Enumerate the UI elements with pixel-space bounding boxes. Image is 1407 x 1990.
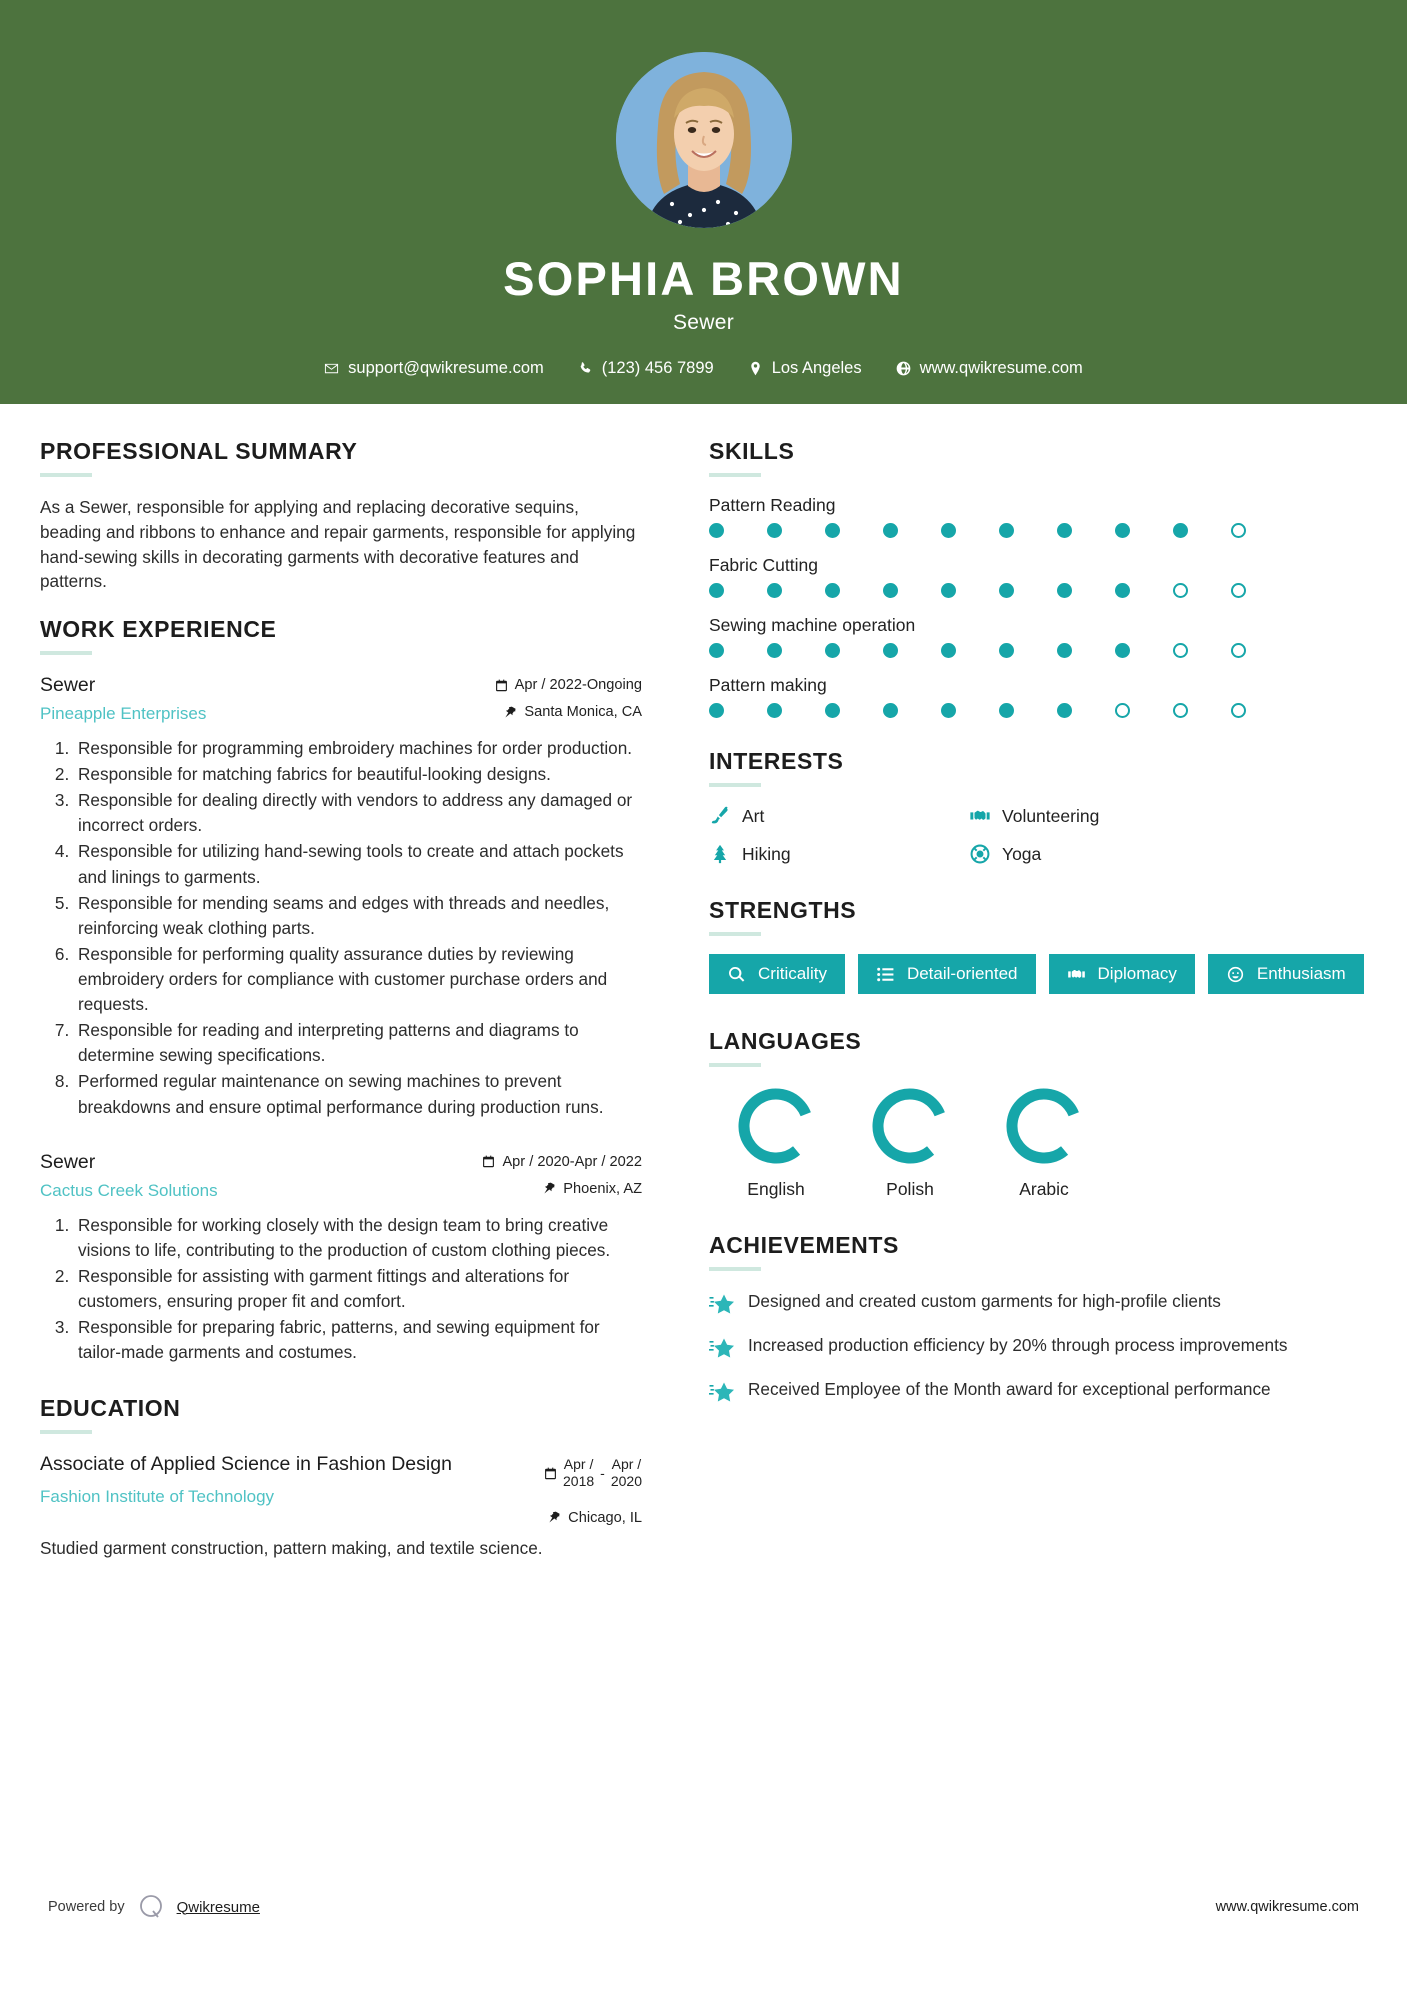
- section-title-achievements: ACHIEVEMENTS: [709, 1232, 899, 1258]
- contact-email-text: support@qwikresume.com: [348, 359, 544, 378]
- section-title-work: WORK EXPERIENCE: [40, 616, 277, 643]
- skill-dot-cell: [941, 703, 999, 718]
- skill-dot-empty: [1173, 643, 1188, 658]
- strength-label: Diplomacy: [1097, 964, 1177, 983]
- skill-dot-cell: [1231, 523, 1289, 538]
- skills-list: [709, 495, 1367, 718]
- skill-dot-cell: [825, 523, 883, 538]
- strength-label: Criticality: [758, 964, 827, 983]
- strength-chip-detail-oriented[interactable]: [858, 954, 1036, 994]
- skill-dot-filled: [1173, 523, 1188, 538]
- skill-dot-filled: [1057, 703, 1072, 718]
- work-location: [452, 1181, 642, 1197]
- interest-label: Hiking: [742, 843, 791, 864]
- calendar-icon: [495, 679, 508, 692]
- skill-dot-cell: [825, 703, 883, 718]
- language-label: Polish: [886, 1179, 934, 1199]
- skill-dot-cell: [999, 703, 1057, 718]
- magnifier-icon: [727, 965, 746, 984]
- section-languages: [709, 1028, 1367, 1200]
- contact-location: [731, 359, 879, 378]
- contact-row: [0, 359, 1407, 378]
- tree-icon: [709, 843, 731, 865]
- education-location: [452, 1510, 642, 1526]
- skill-dot-filled: [825, 583, 840, 598]
- work-duty: 1. Responsible for working closely with the design team to bring creative visions to life, contributing to the production of custom clothing pieces.: [74, 1213, 642, 1263]
- education-date-separator: -: [600, 1464, 605, 1481]
- contact-website-text: www.qwikresume.com: [919, 359, 1083, 378]
- strength-label: Enthusiasm: [1256, 964, 1346, 983]
- skill-level-meter: [709, 583, 1367, 598]
- section-title-strengths: STRENGTHS: [709, 897, 857, 923]
- language-item: [977, 1085, 1111, 1200]
- education-description: Studied garment construction, pattern making, and textile science.: [40, 1537, 543, 1558]
- education-location-text: Chicago, IL: [568, 1509, 642, 1526]
- skill-dot-cell: [767, 523, 825, 538]
- skill-dot-cell: [767, 643, 825, 658]
- contact-phone-text: (123) 456 7899: [601, 359, 714, 378]
- skill-dot-cell: [941, 523, 999, 538]
- education-school: Fashion Institute of Technology: [40, 1487, 275, 1507]
- skill-dot-cell: [1057, 643, 1115, 658]
- pin-icon: [504, 706, 517, 719]
- skill-dot-cell: [767, 703, 825, 718]
- skill-dot-cell: [883, 583, 941, 598]
- pin-icon: [548, 1511, 561, 1524]
- skill-name: Pattern Reading: [709, 495, 836, 515]
- work-duty: 8. Performed regular maintenance on sewing machines to prevent breakdowns and ensure optimal performance during production runs.: [74, 1069, 642, 1119]
- skill-dot-cell: [1173, 523, 1231, 538]
- skill-dot-filled: [709, 523, 724, 538]
- handshake-icon: [969, 805, 991, 827]
- interest-label: Yoga: [1002, 843, 1042, 864]
- qwikresume-brand-link[interactable]: Qwikresume: [176, 1898, 260, 1916]
- language-label: English: [747, 1179, 805, 1199]
- skill-dot-cell: [1173, 583, 1231, 598]
- skill-dot-filled: [941, 523, 956, 538]
- interest-item: [969, 843, 1367, 865]
- skill-dot-cell: [709, 703, 767, 718]
- skill-dot-cell: [883, 643, 941, 658]
- work-entry: [40, 1150, 642, 1366]
- language-progress-ring: [869, 1085, 951, 1167]
- skill-dot-filled: [767, 703, 782, 718]
- work-duty: 5. Responsible for mending seams and edges with threads and needles, reinforcing weak clothing parts.: [74, 891, 642, 941]
- section-rule: [40, 1430, 92, 1434]
- skill-dot-filled: [883, 583, 898, 598]
- skill-dot-cell: [999, 583, 1057, 598]
- list-icon: [876, 965, 895, 984]
- skill-dot-filled: [883, 523, 898, 538]
- skill-dot-empty: [1115, 703, 1130, 718]
- strength-chip-criticality[interactable]: [709, 954, 845, 994]
- skill-dot-filled: [883, 703, 898, 718]
- strengths-grid: [709, 954, 1367, 994]
- skill-dot-filled: [1057, 643, 1072, 658]
- achievements-list: [709, 1289, 1367, 1405]
- education-start-date: [563, 1456, 594, 1490]
- footer: [0, 1892, 1407, 1922]
- skill-dot-empty: [1173, 583, 1188, 598]
- work-duty: 3. Responsible for preparing fabric, patterns, and sewing equipment for tailor-made garments and costumes.: [74, 1315, 642, 1365]
- skill-dot-cell: [883, 703, 941, 718]
- skill-dot-filled: [825, 643, 840, 658]
- skill-dot-cell: [1115, 643, 1173, 658]
- lifebuoy-icon: [969, 843, 991, 865]
- work-duty: 7. Responsible for reading and interpreting patterns and diagrams to determine sewing specifications.: [74, 1018, 642, 1068]
- map-pin-icon: [748, 361, 763, 376]
- work-dates-text: Apr / 2022-Ongoing: [514, 677, 642, 694]
- achievement-text: Designed and created custom garments for high-profile clients: [748, 1291, 1221, 1311]
- skill-dot-cell: [767, 583, 825, 598]
- skill-dot-filled: [825, 523, 840, 538]
- avatar-photo: [616, 52, 792, 228]
- resume-header: [0, 0, 1407, 404]
- education-end-date: [611, 1456, 642, 1490]
- globe-icon: [896, 361, 911, 376]
- work-duties-list: [40, 1213, 642, 1366]
- work-role: Sewer: [40, 1150, 96, 1173]
- education-degree: Associate of Applied Science in Fashion Design: [40, 1453, 452, 1476]
- star-badge-icon: [709, 1379, 735, 1405]
- skill-dot-empty: [1231, 703, 1246, 718]
- smiley-icon: [1226, 965, 1245, 984]
- section-interests: [709, 748, 1367, 865]
- skill-dot-empty: [1173, 703, 1188, 718]
- skill-dot-cell: [1115, 703, 1173, 718]
- skill-dot-cell: [1231, 703, 1289, 718]
- skill-dot-cell: [999, 523, 1057, 538]
- section-professional-summary: [40, 438, 642, 594]
- skill-dot-filled: [767, 523, 782, 538]
- left-column: [40, 404, 672, 1583]
- language-item: [843, 1085, 977, 1200]
- section-title-skills: SKILLS: [709, 438, 795, 464]
- language-item: [709, 1085, 843, 1200]
- interest-item: [709, 843, 969, 865]
- skill-dot-filled: [709, 583, 724, 598]
- skill-name: Pattern making: [709, 675, 827, 695]
- star-badge-icon: [709, 1291, 735, 1317]
- skill-dot-cell: [709, 523, 767, 538]
- summary-text: As a Sewer, responsible for applying and replacing decorative sequins, beading and ribbons to enhance and repair garments, responsible for applying hand-sewing skills in decorating garments with decorative features and patterns.: [40, 497, 636, 592]
- skill-dot-empty: [1231, 643, 1246, 658]
- envelope-icon: [324, 361, 339, 376]
- section-title-languages: LANGUAGES: [709, 1028, 862, 1054]
- powered-by: [48, 1892, 260, 1922]
- work-location: [452, 704, 642, 720]
- avatar: [616, 52, 792, 228]
- work-duty: 2. Responsible for assisting with garment fittings and alterations for customers, ensuring proper fit and comfort.: [74, 1264, 642, 1314]
- right-column: [672, 404, 1367, 1583]
- skill-dot-empty: [1231, 583, 1246, 598]
- work-role: Sewer: [40, 674, 96, 697]
- phone-icon: [578, 361, 593, 376]
- skill-dot-cell: [1057, 523, 1115, 538]
- skill-row: [709, 675, 1367, 718]
- section-title-interests: INTERESTS: [709, 748, 844, 774]
- skill-dot-cell: [1115, 583, 1173, 598]
- contact-phone[interactable]: [561, 359, 731, 378]
- skill-dot-filled: [1115, 583, 1130, 598]
- skill-dot-cell: [825, 583, 883, 598]
- strength-chip-enthusiasm[interactable]: [1208, 954, 1364, 994]
- work-duty: 2. Responsible for matching fabrics for beautiful-looking designs.: [74, 762, 642, 787]
- section-rule: [709, 1267, 761, 1271]
- skill-dot-cell: [825, 643, 883, 658]
- section-achievements: [709, 1232, 1367, 1405]
- resume-body: [0, 404, 1407, 1583]
- section-rule: [709, 1063, 761, 1067]
- footer-url[interactable]: www.qwikresume.com: [1215, 1899, 1359, 1915]
- section-title-summary: PROFESSIONAL SUMMARY: [40, 438, 358, 464]
- skill-dot-filled: [709, 703, 724, 718]
- work-duty: 6. Responsible for performing quality assurance duties by reviewing embroidery orders for compliance with customer purchase orders and requests.: [74, 942, 642, 1017]
- skill-dot-filled: [767, 643, 782, 658]
- skill-dot-filled: [941, 643, 956, 658]
- strength-chip-diplomacy[interactable]: [1049, 954, 1195, 994]
- skill-level-meter: [709, 643, 1367, 658]
- skill-dot-filled: [883, 643, 898, 658]
- calendar-icon: [482, 1155, 495, 1168]
- languages-grid: [709, 1085, 1367, 1200]
- interests-grid: [709, 805, 1367, 865]
- paintbrush-icon: [709, 805, 731, 827]
- education-dates: [452, 1456, 642, 1490]
- skill-dot-cell: [1115, 523, 1173, 538]
- education-start-month: Apr /: [563, 1456, 594, 1473]
- section-strengths: [709, 897, 1367, 994]
- education-end-month: Apr /: [611, 1456, 642, 1473]
- work-dates: [452, 1154, 642, 1170]
- skill-dot-filled: [941, 703, 956, 718]
- work-organization: Cactus Creek Solutions: [40, 1180, 218, 1200]
- interest-label: Art: [742, 805, 765, 826]
- achievement-item: [709, 1333, 1367, 1361]
- skill-row: [709, 615, 1367, 658]
- skill-dot-cell: [883, 523, 941, 538]
- skill-level-meter: [709, 703, 1367, 718]
- interest-label: Volunteering: [1002, 805, 1100, 826]
- skill-dot-cell: [1057, 583, 1115, 598]
- skill-row: [709, 555, 1367, 598]
- skill-dot-cell: [709, 643, 767, 658]
- work-organization: Pineapple Enterprises: [40, 704, 207, 724]
- skill-dot-filled: [999, 523, 1014, 538]
- contact-website[interactable]: [879, 359, 1100, 378]
- achievement-text: Increased production efficiency by 20% through process improvements: [748, 1335, 1288, 1355]
- skill-dot-cell: [999, 643, 1057, 658]
- job-title: Sewer: [672, 311, 735, 335]
- skill-name: Fabric Cutting: [709, 555, 818, 575]
- skill-dot-cell: [1057, 703, 1115, 718]
- powered-by-label: Powered by: [48, 1899, 125, 1915]
- skill-dot-cell: [1173, 643, 1231, 658]
- work-entry: [40, 673, 642, 1120]
- achievement-text: Received Employee of the Month award for exceptional performance: [748, 1379, 1271, 1399]
- section-rule: [40, 473, 92, 477]
- skill-dot-filled: [825, 703, 840, 718]
- language-progress-ring: [1003, 1085, 1085, 1167]
- skill-dot-filled: [767, 583, 782, 598]
- section-work-experience: [40, 616, 642, 1365]
- section-rule: [709, 932, 761, 936]
- skill-dot-filled: [1057, 523, 1072, 538]
- skill-dot-cell: [941, 583, 999, 598]
- achievement-item: [709, 1289, 1367, 1317]
- skill-dot-filled: [999, 643, 1014, 658]
- pin-icon: [543, 1182, 556, 1195]
- skill-dot-filled: [1115, 523, 1130, 538]
- section-skills: [709, 438, 1367, 718]
- page-title: SOPHIA BROWN: [503, 252, 904, 305]
- skill-dot-cell: [1231, 643, 1289, 658]
- qwikresume-logo-icon: [136, 1892, 166, 1922]
- work-duty: 4. Responsible for utilizing hand-sewing tools to create and attach pockets and linings to garments.: [74, 839, 642, 889]
- interest-item: [969, 805, 1367, 827]
- language-label: Arabic: [1019, 1179, 1069, 1199]
- skill-dot-filled: [941, 583, 956, 598]
- skill-name: Sewing machine operation: [709, 615, 916, 635]
- handshake-icon: [1067, 965, 1086, 984]
- contact-location-text: Los Angeles: [771, 359, 862, 378]
- skill-dot-filled: [1115, 643, 1130, 658]
- skill-row: [709, 495, 1367, 538]
- education-entry: [40, 1452, 642, 1561]
- star-badge-icon: [709, 1335, 735, 1361]
- contact-email[interactable]: [307, 359, 561, 378]
- interest-item: [709, 805, 969, 827]
- work-dates-text: Apr / 2020-Apr / 2022: [502, 1153, 642, 1170]
- skill-dot-cell: [1173, 703, 1231, 718]
- work-duty: 1. Responsible for programming embroidery machines for order production.: [74, 736, 642, 761]
- skill-dot-filled: [709, 643, 724, 658]
- education-end-year: 2020: [610, 1473, 642, 1490]
- section-title-education: EDUCATION: [40, 1395, 181, 1422]
- skill-dot-filled: [999, 703, 1014, 718]
- work-location-text: Santa Monica, CA: [524, 704, 642, 721]
- skill-level-meter: [709, 523, 1367, 538]
- section-rule: [709, 783, 761, 787]
- work-duties-list: [40, 736, 642, 1120]
- section-education: [40, 1395, 642, 1561]
- skill-dot-empty: [1231, 523, 1246, 538]
- calendar-icon: [544, 1467, 557, 1480]
- skill-dot-filled: [1057, 583, 1072, 598]
- education-start-year: 2018: [563, 1473, 595, 1490]
- strength-label: Detail-oriented: [906, 964, 1018, 983]
- skill-dot-cell: [941, 643, 999, 658]
- section-rule: [709, 473, 761, 477]
- work-duty: 3. Responsible for dealing directly with vendors to address any damaged or incorrect orders.: [74, 788, 642, 838]
- section-rule: [40, 651, 92, 655]
- language-progress-ring: [735, 1085, 817, 1167]
- work-dates: [452, 677, 642, 693]
- skill-dot-cell: [709, 583, 767, 598]
- work-location-text: Phoenix, AZ: [563, 1180, 642, 1197]
- skill-dot-cell: [1231, 583, 1289, 598]
- achievement-item: [709, 1377, 1367, 1405]
- skill-dot-filled: [999, 583, 1014, 598]
